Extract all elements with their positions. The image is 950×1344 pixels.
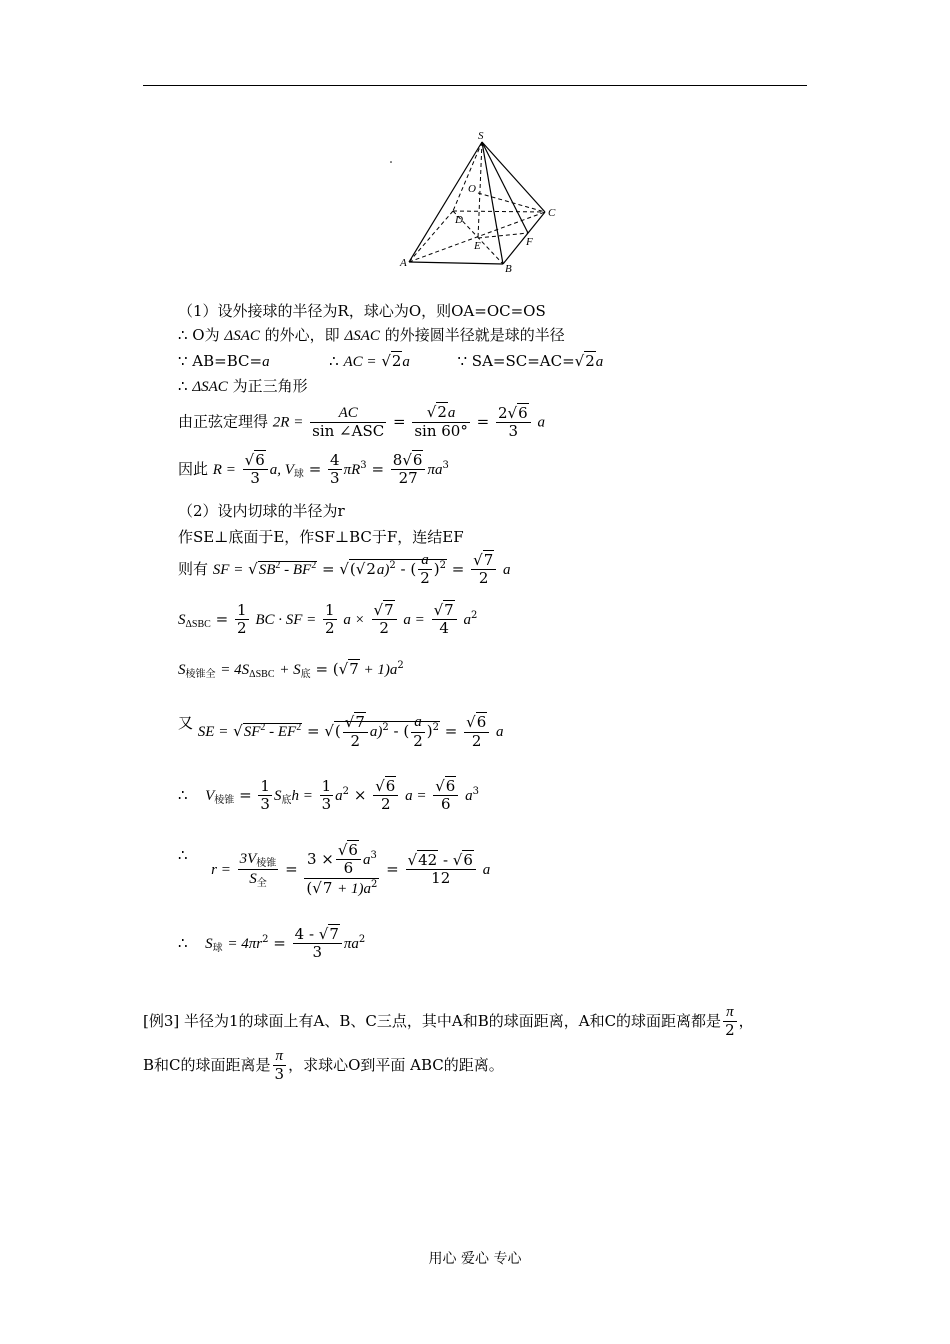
- line-10: $S_{\Delta SBC}$ = $\frac{1}{2}$ BC · SF = $\frac{1}{2}$ a × $\frac{√7}{2}$ a = $\frac{√7}{4}$ $a^2$: [178, 601, 478, 638]
- line-5: 由正弦定理得 2R = $\frac{AC}{\text{sin ∠ASC}}$ = $\frac{√2a}{\sin 60^\circ}$ = $\frac{2√6}{3}$ a: [178, 403, 545, 441]
- label-o: O: [468, 183, 476, 195]
- example3-line-1: [例3] 半径为1的球面上有A、B、C三点，其中A和B的球面距离，A和C的球面距离都是 $\frac{\pi}{2}$ ，: [143, 1004, 754, 1040]
- line-4: ∴ ΔSAC 为正三角形: [178, 377, 308, 395]
- example3-line-2: B和C的球面距离是 $\frac{\pi}{3}$ ，求球心O到平面 ABC的距离。: [143, 1048, 504, 1084]
- label-c: C: [548, 207, 556, 219]
- line-9: 则有 SF = $√SB^2 - BF^2 = √(√2a)^2$ - ( $\frac{a}{2}$ )$^2$ = $\frac{√7}{2}$ a: [178, 551, 511, 588]
- label-s: S: [478, 130, 484, 142]
- line-12: 又 SE = $√SF^2 - EF^2$ = √( $\frac{√7}{2}$ a)$^2$ - ( $\frac{a}{2}$ )$^2$ = $\frac{√6}{2}$ a: [178, 713, 504, 750]
- line-11: $S_{棱锥全} = 4S_{\Delta SBC} + S_底 = (√7 + 1)a^2$: [178, 660, 404, 680]
- page-footer: 用心 爱心 专心: [428, 1251, 522, 1267]
- line-14: ∴ r = $\frac{3V_{棱锥}}{S_全}$ = 3 × $\frac{√6}{6}$ $a^3$ $(√7 + 1)a^2$ = $\frac{√42 - √6}{12}$ a: [178, 841, 491, 897]
- label-d: D: [455, 214, 463, 226]
- line-6: 因此 R = $\frac{√6}{3}$ a, $V_球$ = $\frac{4}{3}$ $\pi R^3$ = $\frac{8√6}{27}$ $\pi a^3$: [178, 451, 449, 488]
- line-3: ∵ AB=BC=a ∴ AC = √2a ∵ SA=SC=AC=√2a: [178, 352, 604, 370]
- label-a: A: [400, 257, 407, 269]
- line-7: （2）设内切球的半径为r: [178, 502, 345, 520]
- line-8: 作SE⊥底面于E，作SF⊥BC于F，连结EF: [178, 528, 464, 546]
- line-2: ∴ O为 ΔSAC 的外心，即 ΔSAC 的外接圆半径就是球的半径: [178, 326, 565, 344]
- pyramid-figure: [385, 125, 575, 275]
- label-f: F: [526, 236, 533, 248]
- label-e: E: [474, 240, 481, 252]
- line-15: ∴ $S_球 = 4\pi r^2$ = $\frac{4 - √7}{3}$ $\pi a^2$: [178, 925, 366, 962]
- line-1: （1）设外接球的半径为R，球心为O，则OA=OC=OS: [178, 302, 546, 320]
- line-13: ∴ $V_{棱锥}$ = $\frac{1}{3}$ $S_底h$ = $\frac{1}{3}$ $a^2$ × $\frac{√6}{2}$ a = $\frac{√6}{6}$ $a^3$: [178, 777, 479, 814]
- header-rule: [143, 85, 807, 86]
- label-b: B: [505, 263, 512, 275]
